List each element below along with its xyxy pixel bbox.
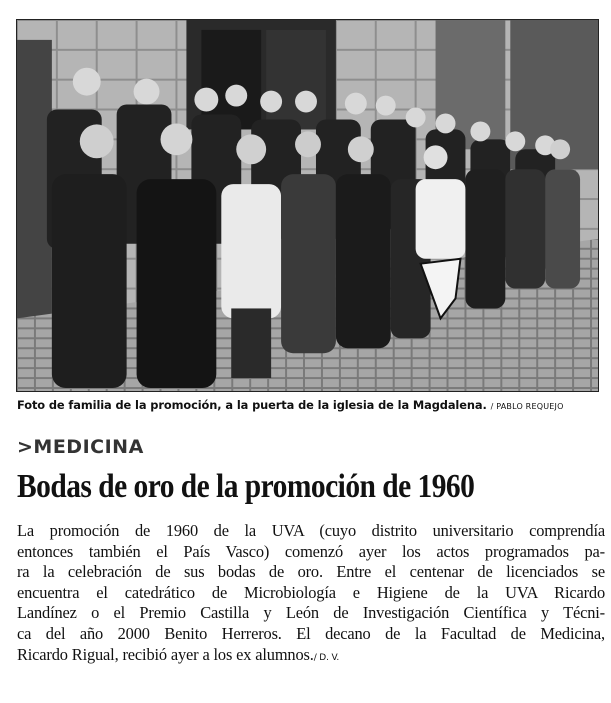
body-line: La promoción de 1960 de la UVA (cuyo distrito universitario comprendía — [17, 521, 605, 540]
photo-credit: / PABLO REQUEJO — [490, 402, 564, 411]
caption-text: Foto de familia de la promoción, a la puerta de la iglesia de la Magdalena. — [17, 398, 487, 412]
body-line-last — [17, 645, 605, 669]
headline: Bodas de oro de la promoción de 1960 — [17, 468, 475, 505]
body-line: Landínez o el Premio Castilla y León de Investigación Científica y Técni- — [17, 603, 605, 623]
body-line: entonces también el País Vasco) comenzó ayer los actos programados pa- — [17, 541, 605, 561]
group-photo — [16, 19, 599, 392]
byline: / D. V. — [313, 652, 340, 663]
body-line: ra la celebración de sus bodas de oro. Entre el centenar de licenciados se — [17, 562, 605, 582]
photo-caption — [17, 398, 601, 412]
article-body — [17, 521, 605, 668]
section-prefix: > — [17, 436, 34, 458]
body-line: encuentra el catedrático de Microbiología e Higiene de la UVA Ricardo — [17, 582, 605, 602]
body-line: ca del año 2000 Benito Herreros. El decano de la Facultad de Medicina, — [17, 623, 605, 643]
section-label — [17, 436, 144, 458]
body-line: Ricardo Rigual, recibió ayer a los ex alumnos. — [17, 644, 314, 664]
section-name: MEDICINA — [33, 436, 144, 458]
group-photo-image — [17, 20, 598, 391]
